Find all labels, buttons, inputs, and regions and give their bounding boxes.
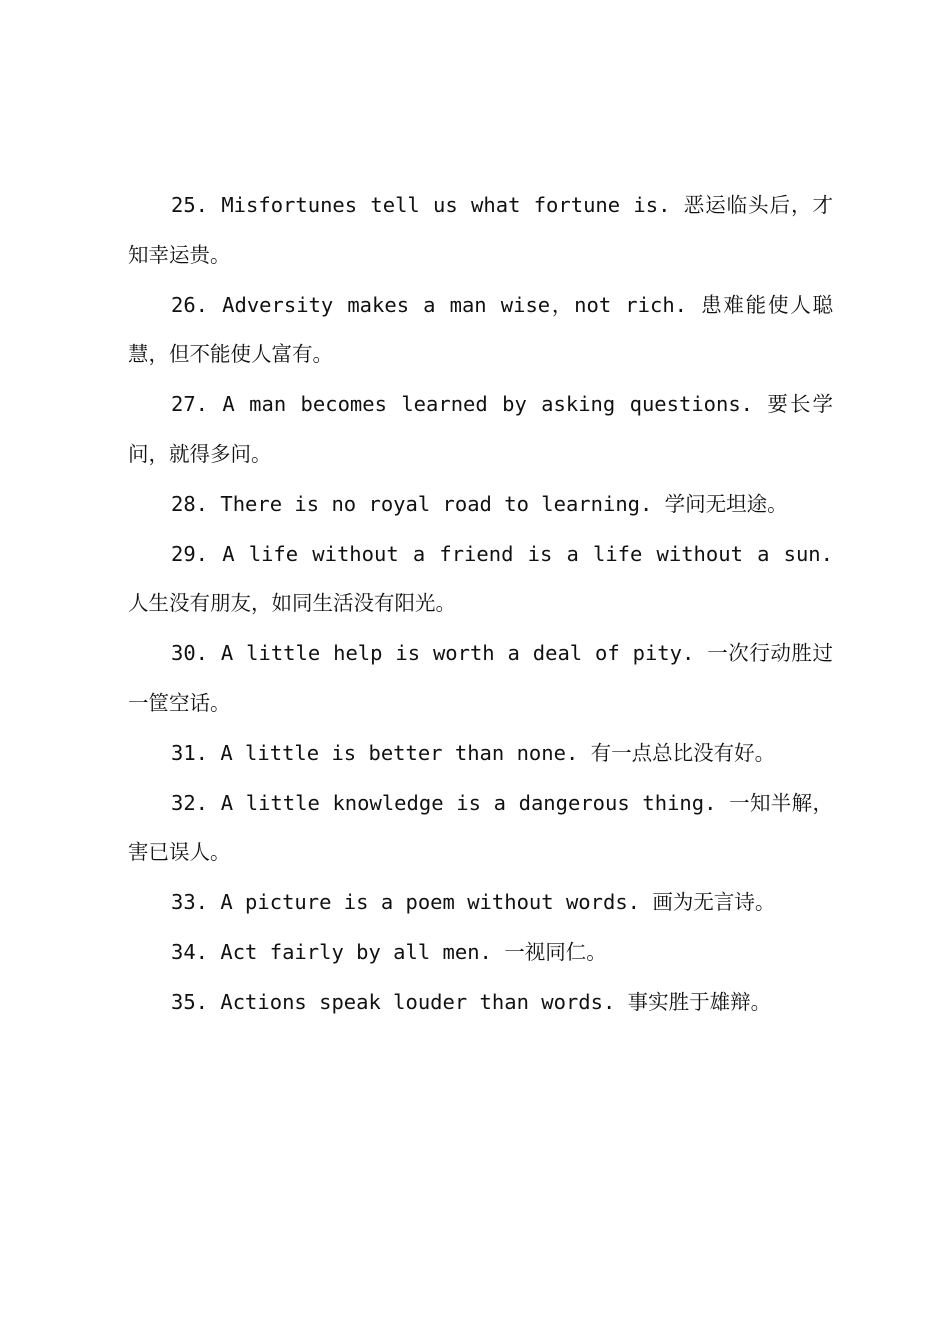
proverb-25: 25. Misfortunes tell us what fortune is. 恶运临头后，才知幸运贵。 bbox=[128, 193, 833, 267]
proverb-35: 35. Actions speak louder than words. 事实胜于雄辩。 bbox=[171, 989, 772, 1014]
proverb-33: 33. A picture is a poem without words. 画为无言诗。 bbox=[171, 890, 776, 915]
proverb-29: 29. A life without a friend is a life without a sun. 人生没有朋友，如同生活没有阳光。 bbox=[128, 541, 833, 616]
proverb-27: 27. A man becomes learned by asking questions. 要长学问，就得多问。 bbox=[128, 392, 833, 466]
proverb-32: 32. A little knowledge is a dangerous thing. 一知半解，害已误人。 bbox=[128, 790, 833, 865]
proverb-26: 26. Adversity makes a man wise，not rich. 患难能使人聪慧，但不能使人富有。 bbox=[128, 292, 833, 367]
proverb-31: 31. A little is better than none. 有一点总比没有好。 bbox=[171, 740, 776, 765]
proverb-list bbox=[128, 181, 833, 1028]
proverb-30: 30. A little help is worth a deal of pity. 一次行动胜过一筐空话。 bbox=[128, 641, 833, 715]
proverb-28: 28. There is no royal road to learning. 学问无坦途。 bbox=[171, 491, 788, 516]
proverb-34: 34. Act fairly by all men. 一视同仁。 bbox=[171, 939, 607, 964]
